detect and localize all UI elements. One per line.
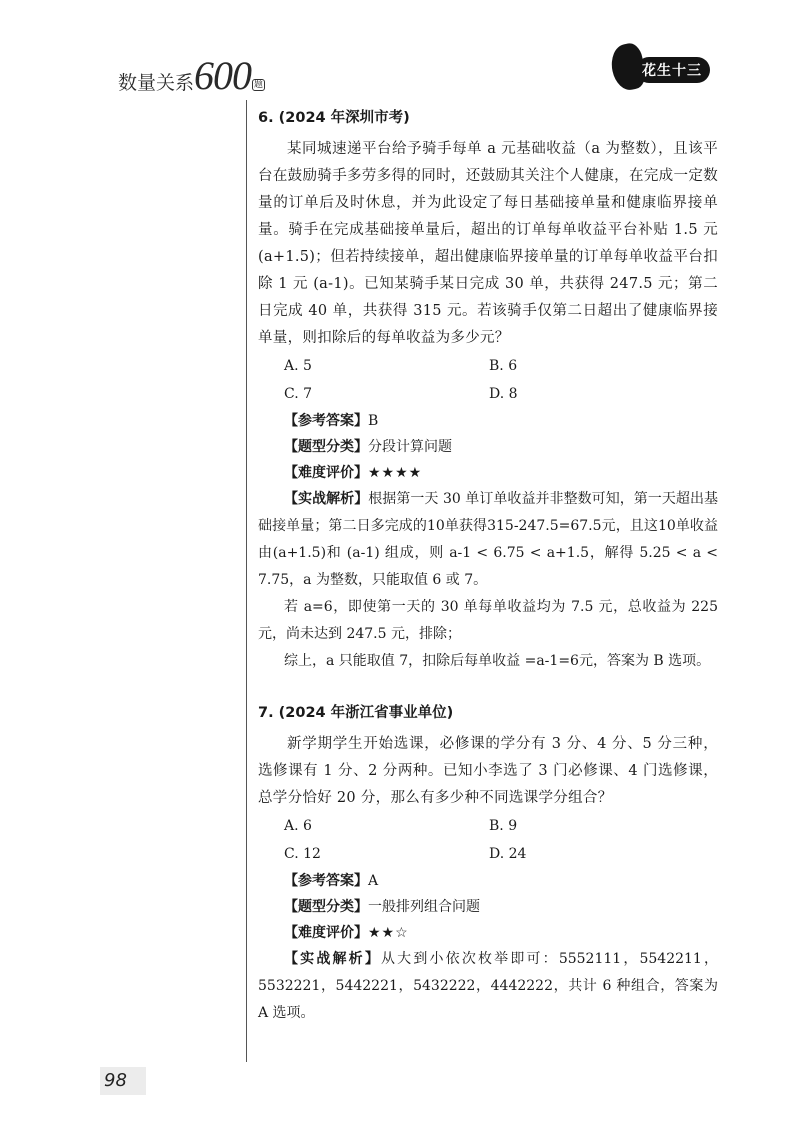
logo-text: 花生十三 xyxy=(636,57,710,83)
question-stem: 新学期学生开始选课，必修课的学分有 3 分、4 分、5 分三种，选修课有 1 分、2 分两种。已知小李选了 3 门必修课、4 门选修课，总学分恰好 20 分，那么有多少种不同选课学分组合？ xyxy=(258,736,718,806)
header-title-suffix: 题 xyxy=(254,80,264,90)
page-number: 98 xyxy=(100,1067,146,1095)
option-d: D. 8 xyxy=(489,386,518,402)
analysis-paragraph-3: 综上，a 只能取值 7，扣除后每单收益 =a-1=6元，答案为 B 选项。 xyxy=(284,653,711,669)
difficulty-line xyxy=(284,920,718,946)
option-d: D. 24 xyxy=(489,846,527,862)
page-content xyxy=(258,104,718,1027)
answer-value: B xyxy=(368,413,379,429)
question-heading: 7. (2024 年浙江省事业单位) xyxy=(258,705,454,721)
type-line xyxy=(284,894,718,920)
analysis-text: 从大到小依次枚举即可：5552111，5542211，5532221，5442221，5432222，4442222，共计 6 种组合，答案为 A 选项。 xyxy=(258,951,719,1021)
option-a: A. 5 xyxy=(284,358,312,374)
header-title-text: 数量关系 xyxy=(118,72,195,94)
type-line xyxy=(284,434,718,460)
question-heading: 6. (2024 年深圳市考) xyxy=(258,110,410,126)
question-7 xyxy=(258,699,718,1027)
option-c: C. 12 xyxy=(284,846,321,862)
option-b: B. 6 xyxy=(489,358,518,374)
analysis-paragraph xyxy=(258,946,718,1027)
option-a: A. 6 xyxy=(284,818,312,834)
difficulty-line xyxy=(284,460,718,486)
difficulty-label: 【难度评价】 xyxy=(284,465,368,481)
header-title-number: 600 xyxy=(194,53,252,98)
type-value: 分段计算问题 xyxy=(368,439,452,455)
question-6 xyxy=(258,104,718,675)
difficulty-label: 【难度评价】 xyxy=(284,925,368,941)
brand-logo xyxy=(612,44,722,92)
analysis-paragraph xyxy=(258,486,718,594)
type-value: 一般排列组合问题 xyxy=(368,899,480,915)
answer-line xyxy=(284,408,718,434)
analysis-text: 根据第一天 30 单订单收益并非整数可知，第一天超出基础接单量；第二日多完成的10单获得315-247.5=67.5元，且这10单收益由(a+1.5)和 (a-1) 组成，则 a-1 < 6.75 < a+1.5，解得 5.25 < a < 7.75，a 为整数，只能取值 6 或 7。 xyxy=(258,491,719,588)
header-title xyxy=(118,52,265,99)
option-b: B. 9 xyxy=(489,818,518,834)
analysis-paragraph-2: 若 a=6，即使第一天的 30 单每单收益均为 7.5 元，总收益为 225 元，尚未达到 247.5 元，排除； xyxy=(258,599,718,642)
difficulty-stars: ★★★★ xyxy=(368,465,423,481)
answer-label: 【参考答案】 xyxy=(284,873,368,889)
answer-label: 【参考答案】 xyxy=(284,413,368,429)
type-label: 【题型分类】 xyxy=(284,899,368,915)
options xyxy=(284,812,718,868)
answer-line xyxy=(284,868,718,894)
type-label: 【题型分类】 xyxy=(284,439,368,455)
answer-value: A xyxy=(368,873,379,889)
options xyxy=(284,352,718,408)
question-stem: 某同城速递平台给予骑手每单 a 元基础收益（a 为整数），且该平台在鼓励骑手多劳多得的同时，还鼓励其关注个人健康，在完成一定数量的订单后及时休息，并为此设定了每日基础接单量和健康临界接单量。骑手在完成基础接单量后，超出的订单每单收益平台补贴 1.5 元 (a+1.5)；但若持续接单，超出健康临界接单量的订单每单收益平台扣除 1 元 (a-1)。已知某骑手某日完成 30 单，共获得 247.5 元；第二日完成 40 单，共获得 315 元。若该骑手仅第二日超出了健康临界接单量，则扣除后的每单收益为多少元？ xyxy=(258,141,718,346)
margin-rule xyxy=(246,100,247,1062)
analysis-label: 【实战解析】 xyxy=(284,491,369,507)
option-c: C. 7 xyxy=(284,386,313,402)
analysis-label: 【实战解析】 xyxy=(284,951,381,967)
difficulty-stars: ★★☆ xyxy=(368,925,409,941)
